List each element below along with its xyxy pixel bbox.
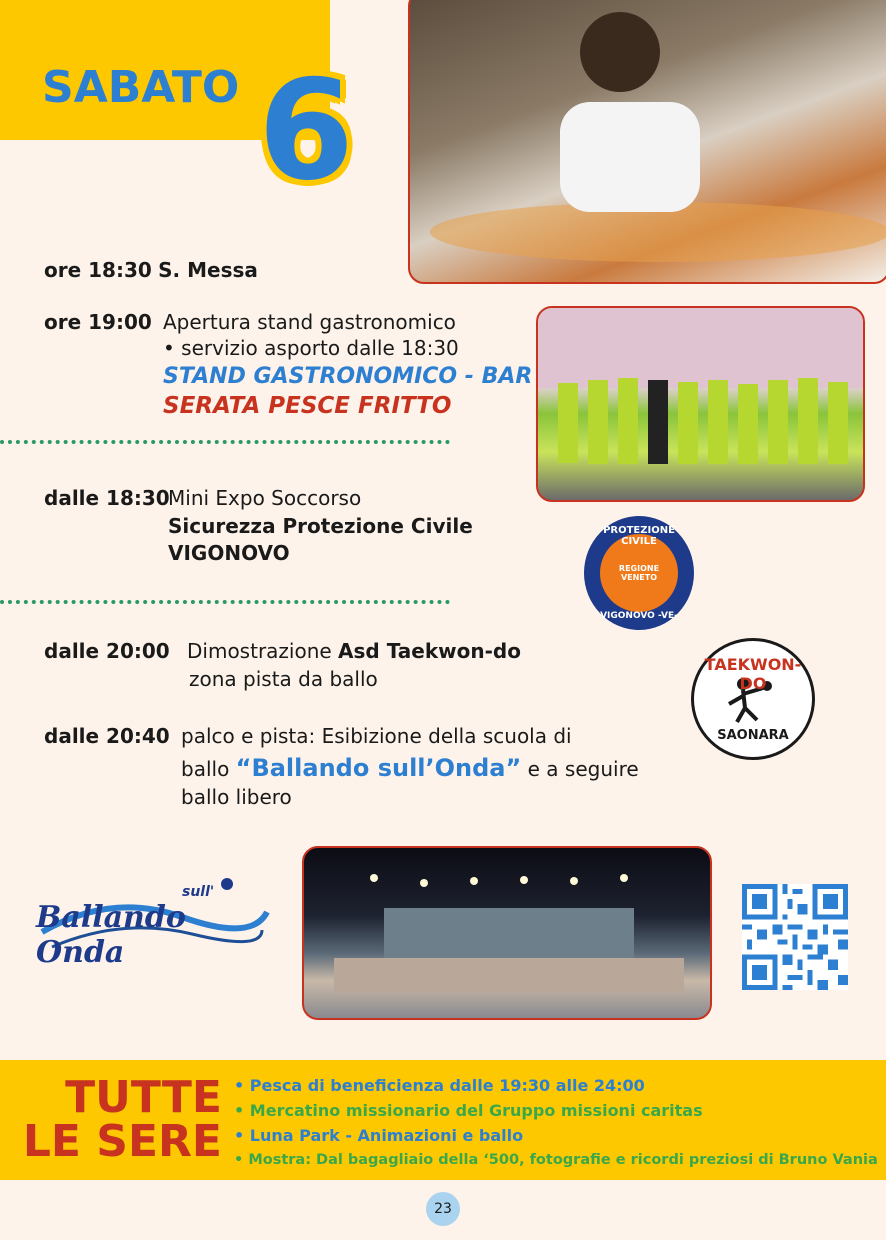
event-description: palco e pista: Esibizione della scuola di	[181, 724, 572, 748]
event-messa	[44, 257, 258, 283]
stand-highlight: STAND GASTRONOMICO - BAR	[163, 364, 533, 389]
event-description: zona pista da ballo	[189, 667, 378, 691]
event-title: S. Messa	[158, 258, 258, 282]
footer-title-line: TUTTE	[65, 1072, 222, 1123]
event-description	[181, 755, 639, 782]
taekwondo-logo	[691, 638, 815, 760]
event-time: ore 18:30	[44, 258, 152, 282]
event-description: Apertura stand gastronomico	[163, 310, 456, 334]
photo-fried-fish	[408, 0, 886, 284]
pesce-fritto-highlight: SERATA PESCE FRITTO	[163, 393, 452, 419]
logo-text: REGIONE VENETO	[618, 564, 660, 582]
event-text: ballo	[181, 757, 230, 781]
logo-text: SAONARA	[717, 728, 789, 743]
page-number: 23	[426, 1192, 460, 1226]
event-description: Mini Expo Soccorso	[168, 486, 362, 510]
event-text: Dimostrazione	[187, 639, 332, 663]
event-text-bold: Asd Taekwon-do	[338, 639, 521, 663]
event-description: • servizio asporto dalle 18:30	[163, 336, 459, 360]
event-time: dalle 20:40	[44, 724, 170, 748]
event-description: ballo libero	[181, 785, 292, 809]
event-text: e a seguire	[527, 757, 639, 781]
day-label: SABATO	[42, 62, 240, 113]
dotted-divider	[0, 600, 450, 604]
event-description: Sicurezza Protezione Civile	[168, 514, 473, 538]
protezione-civile-logo	[584, 516, 694, 630]
footer-items	[234, 1073, 878, 1173]
logo-text: Ballando Onda	[36, 900, 186, 970]
qr-code-icon[interactable]	[742, 884, 848, 990]
list-item: • Pesca di beneficienza dalle 19:30 alle 24:00	[234, 1076, 645, 1095]
ballando-sullonda-logo	[32, 872, 272, 970]
event-time: dalle 18:30	[44, 486, 170, 510]
footer-title-line: LE SERE	[22, 1116, 222, 1167]
logo-text: PROTEZIONE CIVILE	[603, 525, 675, 547]
photo-protezione-civile-team	[536, 306, 865, 502]
event-description	[187, 638, 521, 664]
dotted-divider	[0, 440, 450, 444]
event-time: dalle 20:00	[44, 639, 170, 663]
list-item: • Luna Park - Animazioni e ballo	[234, 1126, 524, 1145]
list-item: • Mostra: Dal bagagliaio della ‘500, fotografie e ricordi preziosi di Bruno Vania	[234, 1152, 878, 1168]
photo-dance-stage	[302, 846, 712, 1020]
logo-text: TAEKWON-DO	[704, 655, 802, 693]
school-name: “Ballando sull’Onda”	[235, 754, 522, 782]
event-description: VIGONOVO	[168, 541, 290, 565]
event-time: ore 19:00	[44, 310, 152, 334]
logo-text: sull'	[182, 884, 215, 900]
logo-text: VIGONOVO -VE-	[600, 611, 678, 621]
footer-title	[22, 1072, 222, 1167]
day-number: 6	[258, 50, 355, 211]
list-item: • Mercatino missionario del Gruppo missioni caritas	[234, 1101, 703, 1120]
